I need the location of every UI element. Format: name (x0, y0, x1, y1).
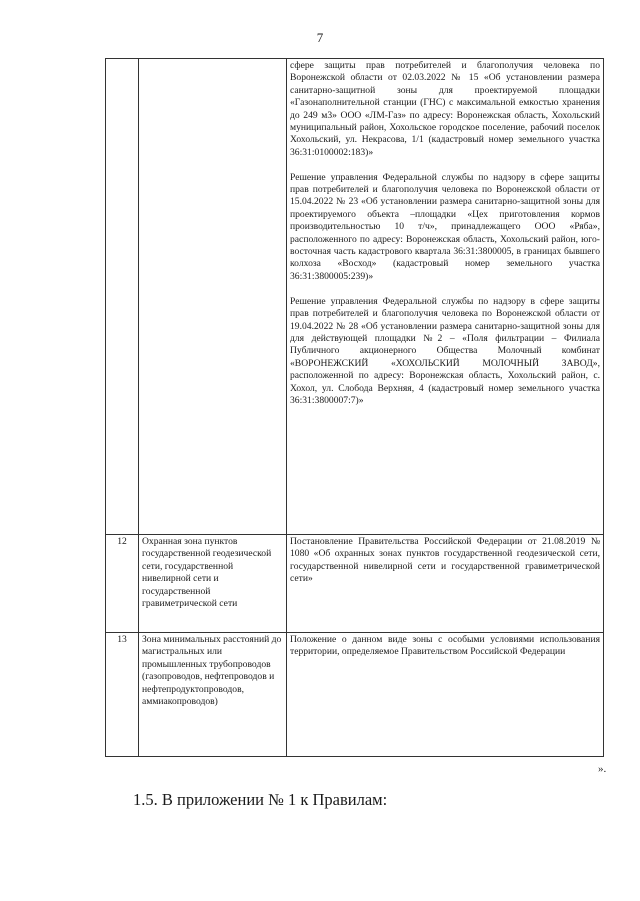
table-row (106, 59, 604, 535)
zone-documents (287, 59, 604, 535)
table-row (106, 535, 604, 633)
zone-name: Зона минимальных расстояний до магистральных или промышленных трубопроводов (газопроводов, нефтепроводов и нефтепродуктопроводов, аммиакопроводов) (139, 633, 287, 757)
document-paragraph: сфере защиты прав потребителей и благополучия человека по Воронежской области от 02.03.2022 № 15 «Об установлении размера санитарно-защитной зоны для проектируемой площадки «Газонаполнительной станции (ГНС) с максимальной емкостью хранения до 249 м3» ООО «ЛМ-Газ» по адресу: Воронежская область, Хохольский муниципальный район, Хохольское городское поселение, рабочий поселок Хохольский, ул. Некрасова, 1/1 (кадастровый номер земельного участка 36:31:0100002:183)» (290, 60, 600, 158)
row-number (106, 59, 139, 535)
zones-table (105, 58, 604, 757)
document-paragraph: Решение управления Федеральной службы по надзору в сфере защиты прав потребителей и благополучия человека по Воронежской области от 15.04.2022 № 23 «Об установлении размера санитарно-защитной зоны для проектируемого объекта –площадки «Цех приготовления кормов производительностью 10 т/ч», принадлежащего ООО «Ряба», расположенного по адресу: Воронежская область, Хохольский район, юго-восточная часть кадастрового квартала 36:31:3800005, в границах бывшего колхоза «Восход» (кадастровый номер земельного участка 36:31:3800005:239)» (290, 171, 600, 282)
zone-name: Охранная зона пунктов государственной геодезической сети, государственной нивелирной сети и государственной гравиметрической сети (139, 535, 287, 633)
row-number: 13 (106, 633, 139, 757)
closing-quote: ». (598, 763, 607, 775)
document-paragraph: Постановление Правительства Российской Федерации от 21.08.2019 № 1080 «Об охранных зонах пунктов государственной геодезической сети, государственной нивелирной сети и государственной гравиметрической сети» (290, 536, 600, 585)
document-paragraph: Положение о данном виде зоны с особыми условиями использования территории, определяемое Правительством Российской Федерации (290, 634, 600, 658)
row-number: 12 (106, 535, 139, 633)
section-heading: 1.5. В приложении № 1 к Правилам: (133, 790, 388, 809)
page-number: 7 (316, 30, 324, 45)
table-row (106, 633, 604, 757)
zone-name (139, 59, 287, 535)
zone-documents (287, 633, 604, 757)
document-paragraph: Решение управления Федеральной службы по надзору в сфере защиты прав потребителей и благополучия человека по Воронежской области от 19.04.2022 № 28 «Об установлении размера санитарно-защитной зоны для для действующей площадки №2 – «Поля фильтрации – Филиала Публичного акционерного Общества Молочный комбинат «ВОРОНЕЖСКИЙ «ХОХОЛЬСКИЙ МОЛОЧНЫЙ ЗАВОД», расположенной по адресу: Воронежская область, Хохольский район, с. Хохол, ул. Слобода Верхняя, 4 (кадастровый номер земельного участка 36:31:3800007:7)» (290, 295, 600, 406)
zone-documents (287, 535, 604, 633)
